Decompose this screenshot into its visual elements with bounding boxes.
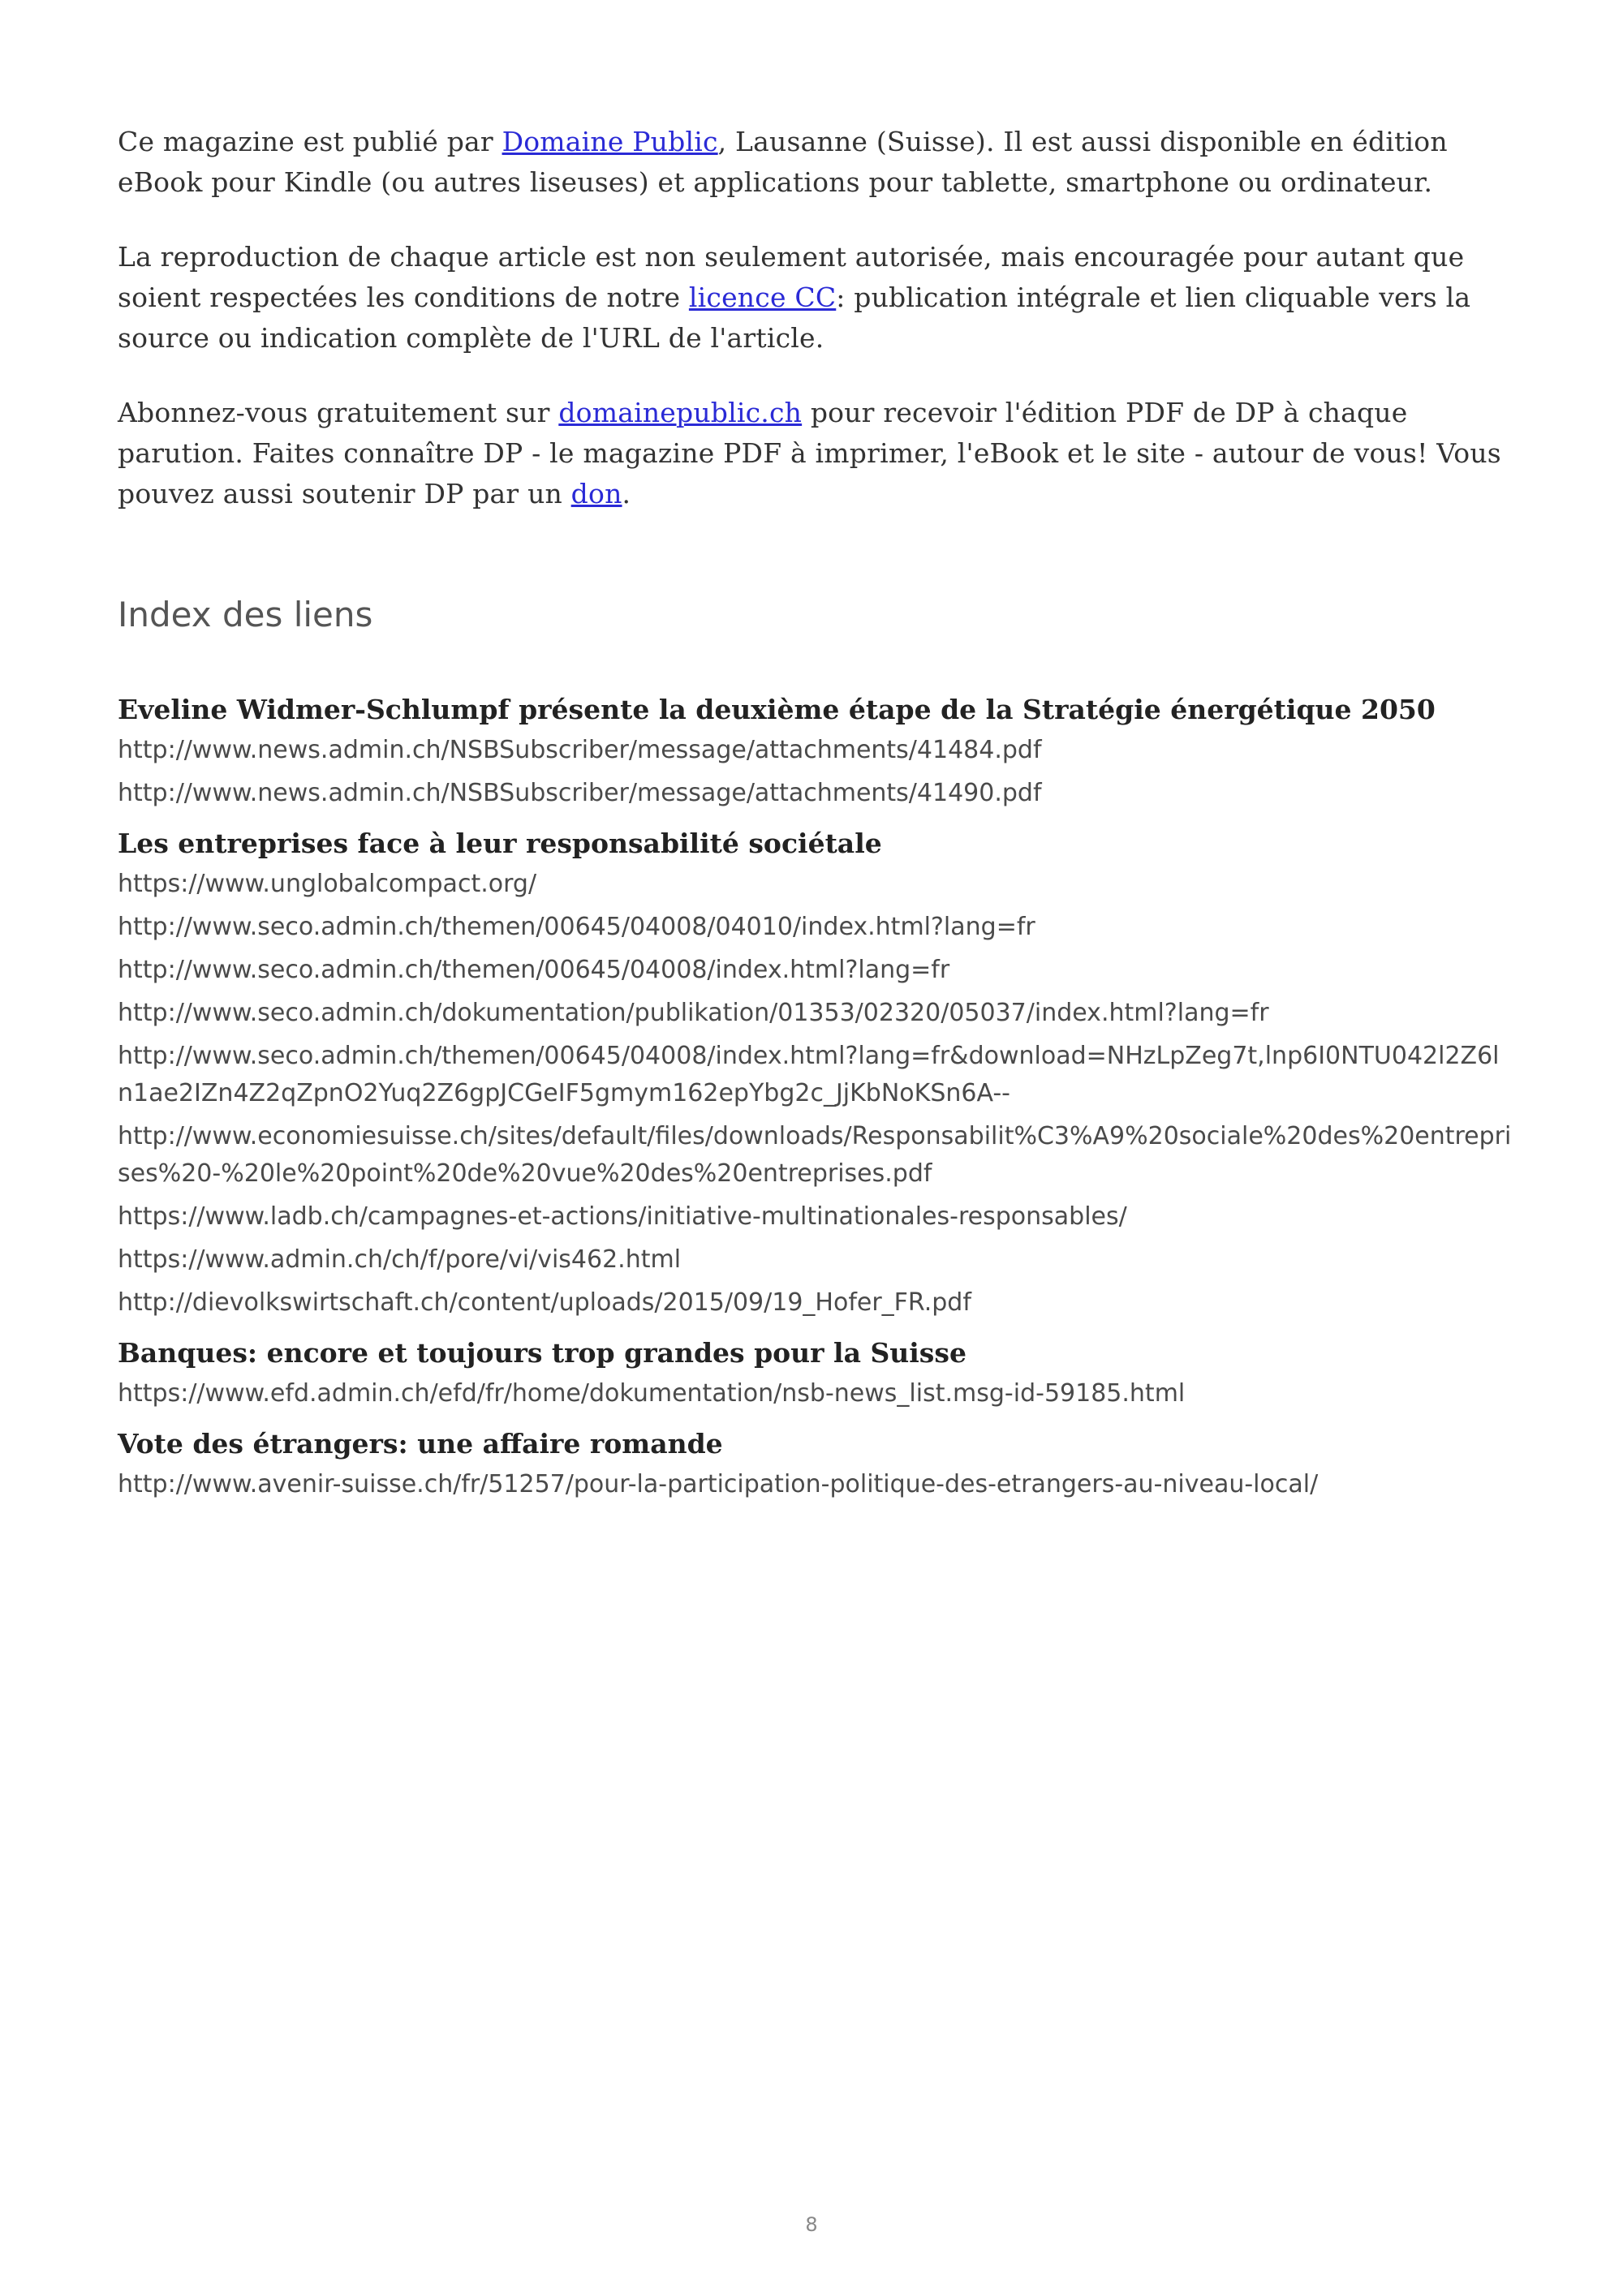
link-group bbox=[118, 1333, 1513, 1412]
index-link[interactable]: https://www.efd.admin.ch/efd/fr/home/dokumentation/nsb-news_list.msg-id-59185.html bbox=[118, 1379, 1186, 1408]
intro-p1-text-after: , Lausanne (Suisse). Il est aussi disponible en édition eBook pour Kindle (ou autres liseuses) et applications pour tablette, smartphone ou ordinateur. bbox=[118, 126, 1448, 198]
link-group bbox=[118, 823, 1513, 1322]
index-link[interactable]: https://www.admin.ch/ch/f/pore/vi/vis462.html bbox=[118, 1245, 682, 1274]
intro-p1-text-before: Ce magazine est publié par bbox=[118, 126, 502, 157]
index-link[interactable]: http://www.news.admin.ch/NSBSubscriber/message/attachments/41484.pdf bbox=[118, 736, 1042, 764]
index-link[interactable]: http://www.seco.admin.ch/themen/00645/04008/04010/index.html?lang=fr bbox=[118, 913, 1035, 941]
intro-p3-text-before: Abonnez-vous gratuitement sur bbox=[118, 397, 559, 428]
intro-paragraph-publisher bbox=[118, 122, 1513, 203]
link-index bbox=[118, 690, 1513, 1503]
index-link[interactable]: http://www.economiesuisse.ch/sites/default/files/downloads/Responsabilit%C3%A9%20sociale%20des%20entreprises%20-%20le%20point%20de%20vue%20des%20entreprises.pdf bbox=[118, 1122, 1512, 1188]
intro-p3-text-after: . bbox=[622, 478, 631, 510]
index-link[interactable]: http://dievolkswirtschaft.ch/content/uploads/2015/09/19_Hofer_FR.pdf bbox=[118, 1288, 971, 1317]
index-link[interactable]: http://www.seco.admin.ch/dokumentation/publikation/01353/02320/05037/index.html?lang=fr bbox=[118, 999, 1269, 1027]
intro-paragraph-license bbox=[118, 237, 1513, 359]
domaine-public-link[interactable]: Domaine Public bbox=[502, 126, 718, 157]
licence-cc-link[interactable]: licence CC bbox=[688, 282, 837, 313]
index-title: Index des liens bbox=[118, 595, 373, 634]
intro-p3-text-middle: pour recevoir l'édition PDF de DP à chaque parution. Faites connaître DP - le magazine PDF à imprimer, l'eBook et le site - autour de vous! Vous pouvez aussi soutenir DP par un bbox=[118, 397, 1501, 510]
don-link[interactable]: don bbox=[570, 478, 622, 510]
index-link[interactable]: https://www.unglobalcompact.org/ bbox=[118, 870, 537, 898]
link-group-title: Vote des étrangers: une affaire romande bbox=[118, 1428, 723, 1460]
index-link[interactable]: http://www.seco.admin.ch/themen/00645/04008/index.html?lang=fr bbox=[118, 956, 950, 984]
index-link[interactable]: http://www.avenir-suisse.ch/fr/51257/pour-la-participation-politique-des-etrangers-au-niveau-local/ bbox=[118, 1470, 1319, 1498]
link-group-title: Banques: encore et toujours trop grandes pour la Suisse bbox=[118, 1337, 966, 1369]
intro-p2-text-before: La reproduction de chaque article est non seulement autorisée, mais encouragée pour autant que soient respectées les conditions de notre bbox=[118, 241, 1465, 313]
intro-paragraph-subscribe bbox=[118, 393, 1513, 514]
domainepublic-link[interactable]: domainepublic.ch bbox=[558, 397, 803, 428]
intro-p2-text-after: : publication intégrale et lien cliquable vers la source ou indication complète de l'URL de l'article. bbox=[118, 282, 1471, 354]
index-link[interactable]: https://www.ladb.ch/campagnes-et-actions/initiative-multinationales-responsables/ bbox=[118, 1202, 1127, 1231]
link-group bbox=[118, 690, 1513, 812]
page-number: 8 bbox=[805, 2213, 818, 2236]
index-link[interactable]: http://www.news.admin.ch/NSBSubscriber/message/attachments/41490.pdf bbox=[118, 779, 1042, 807]
link-group-title: Eveline Widmer-Schlumpf présente la deuxième étape de la Stratégie énergétique 2050 bbox=[118, 694, 1436, 725]
index-link[interactable]: http://www.seco.admin.ch/themen/00645/04008/index.html?lang=fr&download=NHzLpZeg7t,lnp6I0NTU042l2Z6ln1ae2IZn4Z2qZpnO2Yuq2Z6gpJCGeIF5gmym162epYbg2c_JjKbNoKSn6A-- bbox=[118, 1042, 1500, 1107]
link-group-title: Les entreprises face à leur responsabilité sociétale bbox=[118, 828, 882, 859]
link-group bbox=[118, 1424, 1513, 1503]
page-content bbox=[118, 122, 1513, 1515]
